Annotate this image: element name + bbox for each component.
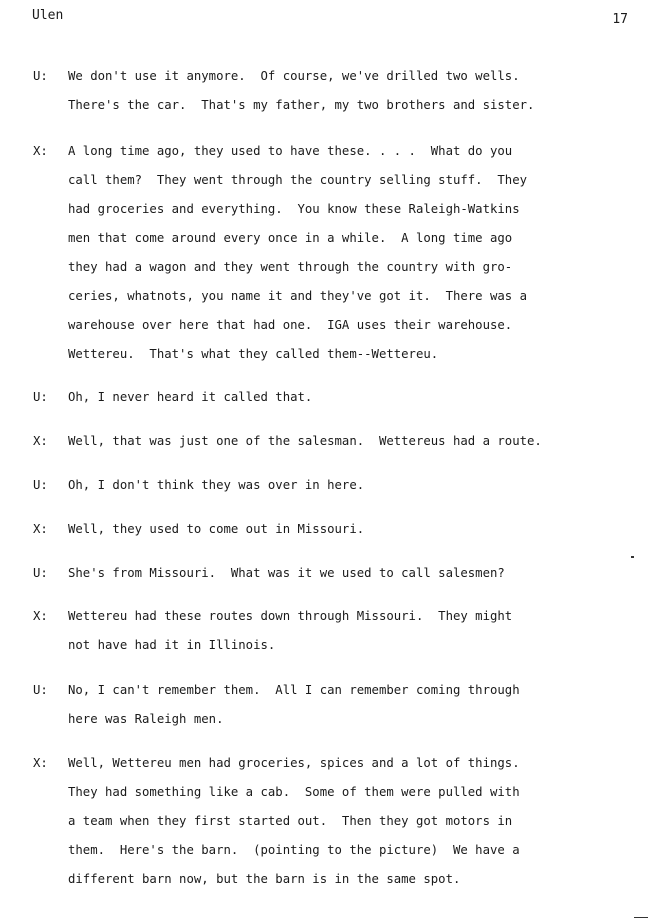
transcript-line: warehouse over here that had one. IGA uses their warehouse.: [68, 318, 513, 332]
speaker-label: X:: [33, 609, 48, 623]
scan-mark: [631, 556, 634, 558]
transcript-line: Well, Wettereu men had groceries, spices and a lot of things.: [68, 756, 520, 770]
speaker-label: U:: [33, 683, 48, 697]
transcript-line: Wettereu had these routes down through Missouri. They might: [68, 609, 513, 623]
transcript-line: they had a wagon and they went through the country with gro-: [68, 260, 513, 274]
transcript-line: not have had it in Illinois.: [68, 638, 276, 652]
transcript-line: here was Raleigh men.: [68, 712, 224, 726]
page-number: 17: [612, 12, 628, 27]
transcript-line: A long time ago, they used to have these. . . . What do you: [68, 144, 513, 158]
transcript-line: She's from Missouri. What was it we used to call salesmen?: [68, 566, 505, 580]
speaker-label: U:: [33, 478, 48, 492]
transcript-line: Well, they used to come out in Missouri.: [68, 522, 365, 536]
speaker-label: X:: [33, 434, 48, 448]
transcript-line: different barn now, but the barn is in the same spot.: [68, 872, 461, 886]
speaker-label: U:: [33, 69, 48, 83]
header-name: Ulen: [32, 8, 64, 23]
transcript-line: Oh, I never heard it called that.: [68, 390, 313, 404]
speaker-label: X:: [33, 144, 48, 158]
transcript-line: ceries, whatnots, you name it and they've got it. There was a: [68, 289, 528, 303]
transcript-line: Oh, I don't think they was over in here.: [68, 478, 365, 492]
transcript-line: had groceries and everything. You know these Raleigh-Watkins: [68, 202, 520, 216]
speaker-label: U:: [33, 566, 48, 580]
transcript-line: No, I can't remember them. All I can remember coming through: [68, 683, 520, 697]
transcript-line: a team when they first started out. Then they got motors in: [68, 814, 513, 828]
speaker-label: X:: [33, 522, 48, 536]
transcript-line: Wettereu. That's what they called them--Wettereu.: [68, 347, 439, 361]
transcript-line: They had something like a cab. Some of them were pulled with: [68, 785, 520, 799]
transcript-line: call them? They went through the country selling stuff. They: [68, 173, 528, 187]
transcript-line: There's the car. That's my father, my two brothers and sister.: [68, 98, 535, 112]
transcript-line: men that come around every once in a while. A long time ago: [68, 231, 513, 245]
speaker-label: X:: [33, 756, 48, 770]
transcript-line: them. Here's the barn. (pointing to the picture) We have a: [68, 843, 520, 857]
transcript-line: We don't use it anymore. Of course, we've drilled two wells.: [68, 69, 520, 83]
speaker-label: U:: [33, 390, 48, 404]
transcript-line: Well, that was just one of the salesman. Wettereus had a route.: [68, 434, 542, 448]
scan-mark: [634, 917, 648, 918]
